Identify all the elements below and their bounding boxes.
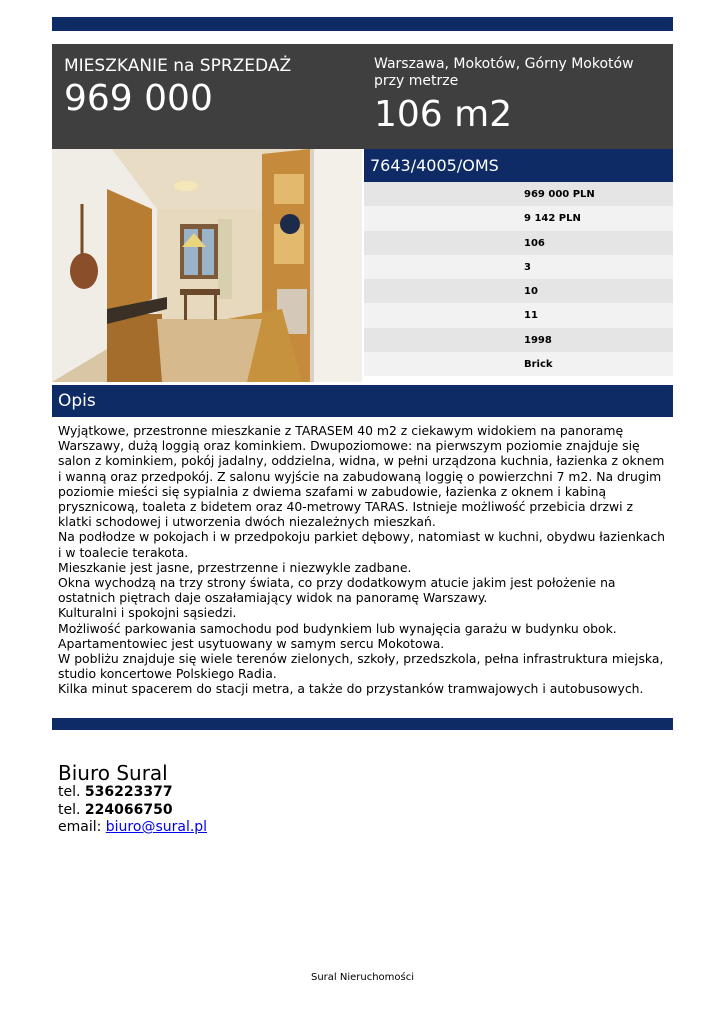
detail-value: 9 142 PLN (524, 213, 581, 225)
description-text (58, 423, 670, 697)
email-row (58, 819, 207, 837)
description-paragraph: Kulturalni i spokojni sąsiedzi. (58, 605, 237, 621)
contact-block (58, 762, 207, 837)
description-paragraph: Wyjątkowe, przestronne mieszkanie z TARASEM 40 m2 z ciekawym widokiem na panoramę Warszawy, dużą loggią oraz kominkiem. Dwupoziomowe: na pierwszym poziomie znajduje się salon z kominkiem, pokój jadalny, oddzielna, widna, w pełni urządzona kuchnia, łazienka z oknem i wanną oraz przedpokój. Z salonu wyjście na zabudowaną loggię o powierzchni 7 m2. Na drugim poziomie mieści się sypialnia z dwiema szafami w zabudowie, łazienka z oknem i kabiną prysznicową, toaleta z bidetem oraz 40-metrowy TARAS. Istnieje możliwość przebicia drzwi z klatki schodowej i utworzenia dwóch niezależnych mieszkań. (58, 423, 665, 530)
details-table (364, 182, 673, 376)
description-paragraph: W pobliżu znajduje się wiele terenów zielonych, szkoły, przedszkola, pełna infrastruktura miejska, studio koncertowe Polskiego Radia. (58, 651, 664, 682)
listing-type: MIESZKANIE na SPRZEDAŻ (64, 56, 292, 76)
description-paragraph: Kilka minut spacerem do stacji metra, a także do przystanków tramwajowych i autobusowych. (58, 681, 644, 697)
detail-row-price-per-m2 (364, 206, 673, 230)
listing-location: Warszawa, Mokotów, Górny Mokotów przy metrze (374, 56, 634, 89)
listing-area: 106 m2 (374, 94, 513, 135)
detail-row-area (364, 231, 673, 255)
listing-price: 969 000 (64, 78, 213, 119)
phone-label: tel. (58, 784, 81, 800)
description-paragraph: Możliwość parkowania samochodu pod budynkiem lub wynajęcia garażu w budynku obok. (58, 620, 617, 636)
detail-row-floor (364, 279, 673, 303)
phone-number: 536223377 (84, 784, 173, 800)
description-paragraph: Na podłodze w pokojach i w przedpokoju parkiet dębowy, natomiast w kuchni, obydwu łazienkach i w toalecie terakota. (58, 529, 666, 560)
description-paragraph: Okna wychodzą na trzy strony świata, co przy dodatkowym atucie jakim jest położenie na ostatnich piętrach daje oszałamiający widok na panoramę Warszawy. (58, 575, 616, 606)
detail-value: 1998 (524, 334, 552, 346)
header-right (374, 56, 664, 136)
footer-text: Sural Nieruchomości (310, 972, 415, 983)
email-link[interactable]: biuro@sural.pl (105, 819, 208, 835)
phone-row-2 (58, 802, 207, 820)
property-photo (52, 149, 362, 382)
email-label: email: (58, 819, 102, 835)
listing-header (52, 44, 673, 149)
detail-value: 106 (524, 237, 545, 249)
header-left (64, 56, 291, 120)
detail-value: 969 000 PLN (524, 189, 595, 200)
phone-label: tel. (58, 801, 81, 818)
detail-row-year (364, 328, 673, 352)
description-paragraph: Apartamentowiec jest usytuowany w samym sercu Mokotowa. (58, 635, 445, 651)
bottom-accent-bar (52, 718, 673, 730)
detail-value: Brick (524, 359, 553, 371)
detail-row-price (364, 182, 673, 206)
detail-value: 3 (524, 261, 531, 273)
detail-value: 10 (524, 286, 538, 298)
description-paragraph: Mieszkanie jest jasne, przestrzenne i niezwykle zadbane. (58, 559, 412, 575)
reference-number: 7643/4005/OMS (364, 149, 673, 182)
detail-row-floors-total (364, 303, 673, 327)
phone-row-1 (58, 784, 207, 802)
top-accent-bar (52, 17, 673, 31)
detail-row-material (364, 352, 673, 376)
agency-name: Biuro Sural (58, 761, 168, 785)
phone-number: 224066750 (84, 801, 173, 818)
detail-row-rooms (364, 255, 673, 279)
detail-value: 11 (524, 310, 538, 322)
description-heading: Opis (52, 385, 673, 417)
